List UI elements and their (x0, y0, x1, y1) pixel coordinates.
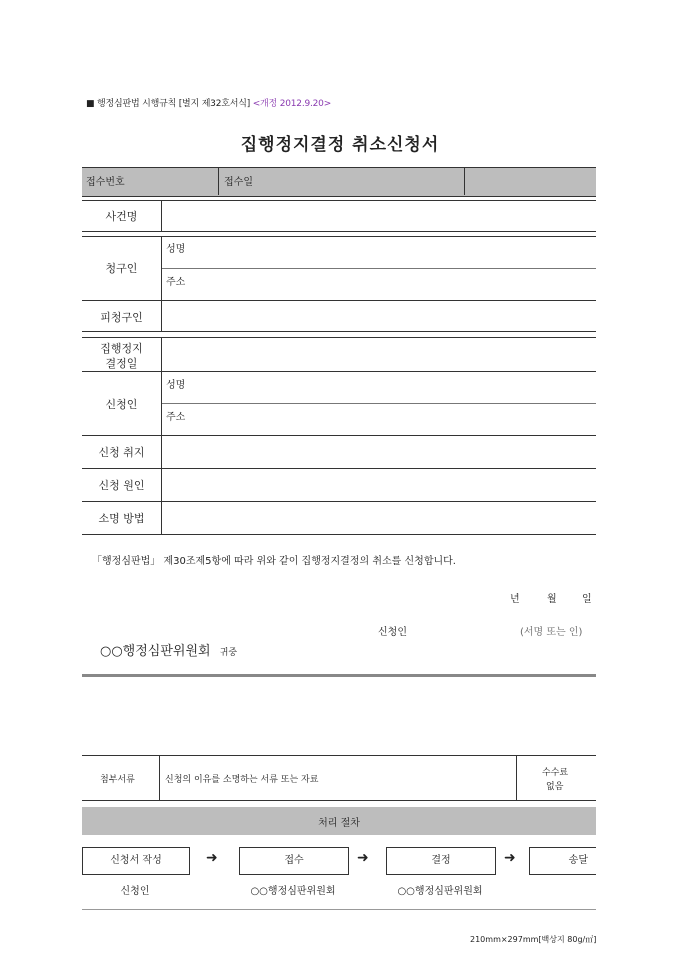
claimant-address-label: 주소 (166, 277, 186, 288)
case-name-label: 사건명 (105, 210, 138, 223)
date-day: 일 (582, 594, 592, 605)
applicant-address-label: 주소 (166, 412, 186, 423)
form-ref-text: ■ 행정심판법 시행규칙 [별지 제32호서식] (86, 99, 251, 109)
paper-spec: 210mm×297mm[백상지 80g/㎡] (470, 935, 597, 944)
arrow-right-icon: ➜ (504, 850, 516, 866)
step-delivery-label: 송달 (568, 855, 588, 866)
applicant-label: 신청인 (105, 398, 138, 411)
signature-hint: (서명 또는 인) (520, 627, 583, 638)
fee-label: 수수료 (542, 768, 569, 778)
attachments-content: 신청의 이유를 소명하는 서류 또는 자료 (165, 775, 319, 785)
actor-committee-2: ○○행정심판위원회 (397, 886, 483, 897)
date-month: 월 (547, 594, 557, 605)
page-title: 집행정지결정 취소신청서 (240, 135, 440, 155)
claimant-label: 청구인 (105, 262, 138, 275)
step-decision: 결정 (386, 847, 496, 875)
purpose-label: 신청 취지 (98, 446, 145, 459)
signature-applicant: 신청인 (378, 627, 407, 638)
committee-name: ○○행정심판위원회 (100, 644, 211, 659)
arrow-right-icon: ➜ (357, 850, 369, 866)
reason-label: 신청 원인 (98, 479, 145, 492)
proof-label: 소명 방법 (98, 512, 145, 525)
suspension-date-label-1: 집행정지 (100, 342, 143, 355)
addressee (100, 640, 237, 659)
arrow-right-icon: ➜ (206, 850, 218, 866)
attachments-label: 첨부서류 (100, 775, 135, 785)
claimant-name-label: 성명 (166, 244, 186, 255)
date-year: 년 (510, 594, 520, 605)
step-receipt: 접수 (239, 847, 349, 875)
receipt-band (82, 167, 596, 197)
honorific: 귀중 (219, 648, 238, 658)
form-reference (86, 96, 331, 109)
actor-committee-1: ○○행정심판위원회 (250, 886, 336, 897)
actor-applicant: 신청인 (120, 886, 150, 897)
step-application: 신청서 작성 (82, 847, 190, 875)
respondent-label: 피청구인 (100, 311, 143, 324)
step-delivery (529, 847, 596, 875)
receipt-date-label: 접수일 (224, 177, 253, 188)
procedure-title: 처리 절차 (318, 818, 360, 829)
fee-value: 없음 (546, 782, 564, 792)
statement-text: 「행정심판법」 제30조제5항에 따라 위와 같이 집행정지결정의 취소를 신청합니다. (92, 556, 456, 567)
revision-text: <개정 2012.9.20> (252, 99, 332, 109)
applicant-name-label: 성명 (166, 380, 186, 391)
receipt-number-label: 접수번호 (86, 177, 125, 188)
suspension-date-label-2: 결정일 (105, 357, 138, 370)
